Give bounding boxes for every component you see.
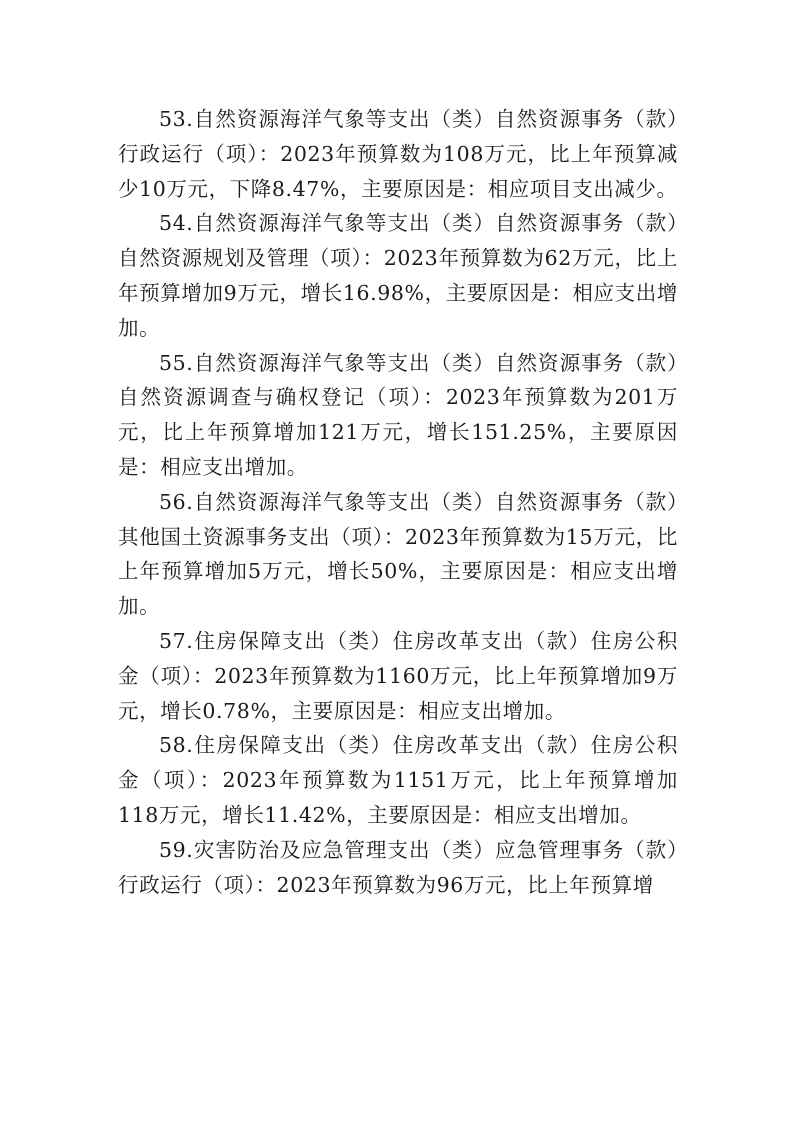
paragraph-59: 59.灾害防治及应急管理支出（类）应急管理事务（款）行政运行（项）：2023年预算数为96万元，比上年预算增 (118, 837, 678, 897)
document-body (118, 102, 678, 902)
paragraph-54: 54.自然资源海洋气象等支出（类）自然资源事务（款）自然资源规划及管理（项）：2023年预算数为62万元，比上年预算增加9万元，增长16.98%，主要原因是：相应支出增加。 (118, 211, 678, 340)
paragraph-57: 57.住房保障支出（类）住房改革支出（款）住房公积金（项）：2023年预算数为1160万元，比上年预算增加9万元，增长0.78%，主要原因是：相应支出增加。 (118, 628, 678, 723)
paragraph-55: 55.自然资源海洋气象等支出（类）自然资源事务（款）自然资源调查与确权登记（项）：2023年预算数为201万元，比上年预算增加121万元，增长151.25%，主要原因是：相应支出增加。 (118, 350, 678, 479)
paragraph-58: 58.住房保障支出（类）住房改革支出（款）住房公积金（项）：2023年预算数为1151万元，比上年预算增加118万元，增长11.42%，主要原因是：相应支出增加。 (118, 733, 678, 827)
paragraph-56: 56.自然资源海洋气象等支出（类）自然资源事务（款）其他国土资源事务支出（项）：2023年预算数为15万元，比上年预算增加5万元，增长50%，主要原因是：相应支出增加。 (118, 489, 678, 619)
paragraph-53: 53.自然资源海洋气象等支出（类）自然资源事务（款）行政运行（项）：2023年预算数为108万元，比上年预算减少10万元，下降8.47%，主要原因是：相应项目支出减少。 (118, 107, 678, 201)
